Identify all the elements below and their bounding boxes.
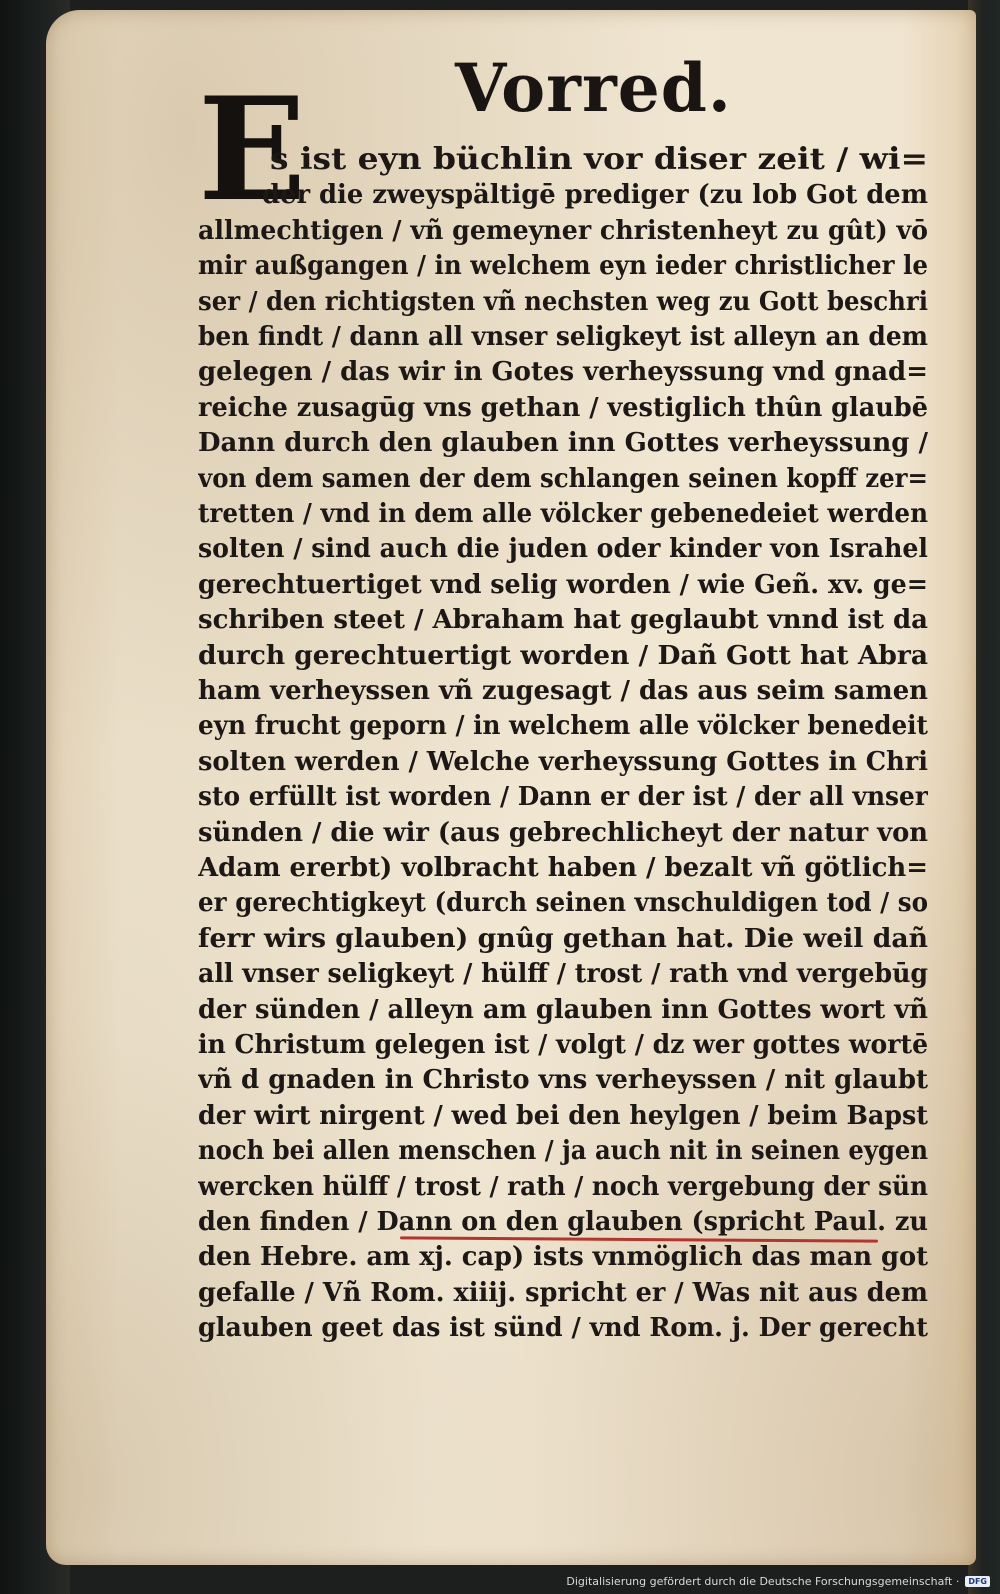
page-heading: Vorred. bbox=[455, 49, 732, 127]
text-line: reiche zusagūg vns gethan / vestiglich thûn glaubē bbox=[198, 393, 928, 423]
text-line: der wirt nirgent / wed bei den heylgen / beim Bapst bbox=[198, 1101, 928, 1131]
text-line: der die zweyspältigē prediger (zu lob Got dem bbox=[262, 180, 928, 210]
text-line: ferr wirs glauben) gnûg gethan hat. Die weil dañ bbox=[198, 924, 928, 954]
text-line: er gerechtigkeyt (durch seinen vnschuldigen tod / so bbox=[198, 888, 928, 918]
text-line: s ist eyn büchlin vor diser zeit / wi= bbox=[270, 142, 928, 177]
text-line: wercken hülff / trost / rath / noch vergebung der sün bbox=[198, 1172, 928, 1202]
text-line: gefalle / Vñ Rom. xiiij. spricht er / Was nit aus dem bbox=[198, 1278, 928, 1308]
text-line: solten / sind auch die juden oder kinder von Israhel bbox=[198, 534, 928, 564]
text-line: tretten / vnd in dem alle völcker gebenedeiet werden bbox=[198, 499, 928, 529]
text-line: schriben steet / Abraham hat geglaubt vnnd ist da bbox=[198, 605, 928, 635]
text-line: sünden / die wir (aus gebrechlicheyt der natur von bbox=[198, 818, 928, 848]
text-line: glauben geet das ist sünd / vnd Rom. j. Der gerecht bbox=[198, 1313, 928, 1343]
text-line: ser / den richtigsten vñ nechsten weg zu Gott beschri bbox=[198, 287, 928, 317]
text-line: den finden / Dann on den glauben (spricht Paul. zu bbox=[198, 1207, 928, 1237]
text-line: sto erfüllt ist worden / Dann er der ist / der all vnser bbox=[198, 782, 928, 812]
text-line: vñ d gnaden in Christo vns verheyssen / nit glaubt bbox=[198, 1065, 928, 1095]
text-line: allmechtigen / vñ gemeyner christenheyt zu gût) vō bbox=[198, 216, 928, 246]
text-line: ben findt / dann all vnser seligkeyt ist alleyn an dem bbox=[198, 322, 928, 352]
text-line: gerechtuertiget vnd selig worden / wie Geñ. xv. ge= bbox=[198, 570, 928, 600]
footer-credit: Digitalisierung gefördert durch die Deutsche Forschungsgemeinschaft · bbox=[566, 1574, 960, 1588]
text-line: Dann durch den glauben inn Gottes verheyssung / bbox=[198, 428, 928, 458]
text-line: all vnser seligkeyt / hülff / trost / rath vnd vergebūg bbox=[198, 959, 928, 989]
text-line: gelegen / das wir in Gotes verheyssung vnd gnad= bbox=[198, 357, 928, 387]
footer bbox=[566, 1570, 990, 1592]
drop-initial: E bbox=[198, 67, 307, 233]
text-line: der sünden / alleyn am glauben inn Gottes wort vñ bbox=[198, 995, 928, 1025]
text-line: mir außgangen / in welchem eyn ieder christlicher le bbox=[198, 251, 928, 281]
text-line: von dem samen der dem schlangen seinen kopff zer= bbox=[198, 464, 928, 494]
dfg-logo: DFG bbox=[965, 1576, 990, 1587]
text-line: in Christum gelegen ist / volgt / dz wer gottes wortē bbox=[198, 1030, 928, 1060]
text-line: eyn frucht geporn / in welchem alle völcker benedeit bbox=[198, 711, 928, 741]
text-line: noch bei allen menschen / ja auch nit in seinen eygen bbox=[198, 1136, 928, 1166]
text-line: Adam ererbt) volbracht haben / bezalt vñ götlich= bbox=[198, 853, 928, 883]
text-line: durch gerechtuertigt worden / Dañ Gott hat Abra bbox=[198, 641, 928, 671]
text-line: den Hebre. am xj. cap) ists vnmöglich das man got bbox=[198, 1242, 928, 1272]
text-line: solten werden / Welche verheyssung Gottes in Chri bbox=[198, 747, 928, 777]
text-line: ham verheyssen vñ zugesagt / das aus seim samen bbox=[198, 676, 928, 706]
